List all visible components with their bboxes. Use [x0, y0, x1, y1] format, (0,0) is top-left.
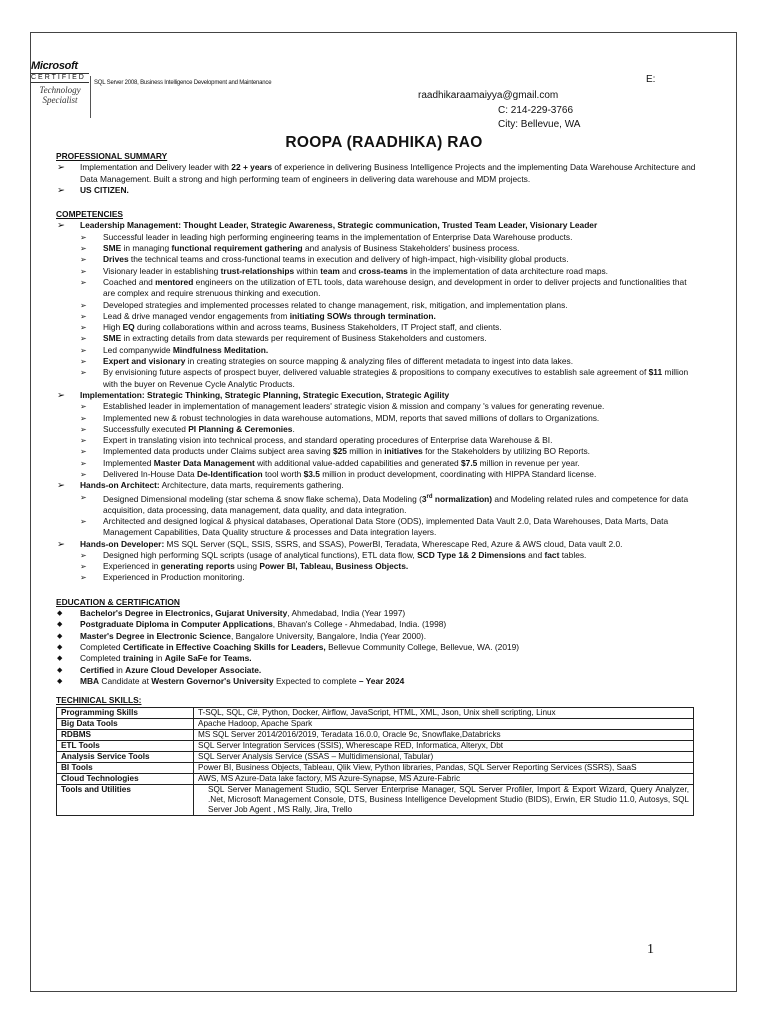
education-heading: EDUCATION & CERTIFICATION: [56, 596, 180, 607]
skills-table: [56, 707, 694, 816]
arrow-bullet-icon: ➢: [80, 368, 87, 378]
arrow-bullet-icon: ➢: [80, 323, 87, 333]
skill-category: BI Tools: [57, 763, 194, 774]
arrow-bullet-icon: ➢: [80, 334, 87, 344]
arrow-bullet-icon: ➢: [80, 244, 87, 254]
arrow-bullet-icon: ➢: [57, 389, 65, 401]
education-item: ◆ Completed Certificate in Effective Coaching Skills for Leaders, Bellevue Community College, Bellevue, WA. (2019): [57, 641, 520, 652]
competency-heading: ➢ Hands-on Developer: MS SQL Server (SQL, SSIS, SSRS, and SSAS), PowerBI, Teradata, Wherescape Red, Azure & AWS cloud, Data vault 2.0.: [57, 538, 623, 550]
diamond-bullet-icon: ◆: [57, 677, 63, 685]
table-row: [57, 752, 694, 763]
arrow-bullet-icon: ➢: [80, 345, 87, 355]
list-item: ➢ Architected and designed logical & physical databases, Operational Data Store (ODS), implemented Data Vault 2.0, Data Warehouses, Data Marts, Data Management Capabilities, Data Quality structure & processes and Data integration layers.: [80, 516, 669, 538]
list-item: ➢ SME in extracting details from data stewards per requirement of Business Stakeholders and customers.: [80, 333, 487, 344]
arrow-bullet-icon: ➢: [80, 492, 87, 502]
list-item: ➢ Developed strategies and implemented processes related to change management, risk, mitigation, and implementation plans.: [80, 299, 568, 310]
table-row: [57, 719, 694, 730]
arrow-bullet-icon: ➢: [57, 220, 65, 232]
diamond-bullet-icon: ◆: [57, 621, 63, 629]
table-row: [57, 763, 694, 774]
diamond-bullet-icon: ◆: [57, 666, 63, 674]
arrow-bullet-icon: ➢: [57, 162, 65, 174]
arrow-bullet-icon: ➢: [80, 573, 87, 583]
competency-heading: ➢ Leadership Management: Thought Leader, Strategic Awareness, Strategic communication, Trusted Team Leader, Visionary Leader: [57, 220, 598, 232]
list-item: ➢ Successfully executed PI Planning & Ceremonies.: [80, 423, 295, 434]
skill-category: Big Data Tools: [57, 719, 194, 730]
arrow-bullet-icon: ➢: [80, 357, 87, 367]
email-address[interactable]: raadhikaraamaiyya@gmail.com: [418, 90, 559, 101]
list-item: ➢ Expert in translating vision into technical process, and standard operating procedures of Enterprise data Warehouse & BI.: [80, 435, 553, 446]
skill-category: RDBMS: [57, 730, 194, 741]
education-item: ◆ Master's Degree in Electronic Science, Bangalore University, Bangalore, India (Year 2000).: [57, 630, 427, 641]
skill-values: AWS, MS Azure-Data lake factory, MS Azure-Synapse, MS Azure-Fabric: [194, 774, 694, 785]
arrow-bullet-icon: ➢: [57, 480, 65, 492]
list-item: ➢ By envisioning future aspects of prospect buyer, delivered valuable strategies & propositions to company executives to establish sale agreement of $11 million with the buyer on Revenue Cycle Analytic Products.: [80, 367, 689, 389]
arrow-bullet-icon: ➢: [80, 424, 87, 434]
table-row: [57, 708, 694, 719]
resume-body: [56, 151, 696, 816]
diamond-bullet-icon: ◆: [57, 610, 63, 618]
list-item: ➢ Coached and mentored engineers on the utilization of ETL tools, data warehouse design, and development in order to deliver projects and functionalities that are complex and require strenuous thinking and execution.: [80, 276, 687, 299]
list-item: ➢ SME in managing functional requirement gathering and analysis of Business Stakeholders' business process.: [80, 243, 520, 254]
arrow-bullet-icon: ➢: [57, 538, 65, 550]
arrow-bullet-icon: ➢: [80, 470, 87, 480]
list-item: ➢ Implemented data products under Claims subject area saving $25 million in initiatives for the Stakeholders by utilizing BO Reports.: [80, 446, 590, 457]
summary-item: ➢ US CITIZEN.: [57, 184, 129, 196]
skill-values: SQL Server Analysis Service (SSAS – Multidimensional, Tabular): [194, 752, 694, 763]
education-item: ◆ Bachelor's Degree in Electronics, Gujarat University, Ahmedabad, India (Year 1997): [57, 608, 406, 619]
table-row: [57, 785, 694, 816]
logo-technology: Technology: [39, 85, 81, 95]
diamond-bullet-icon: ◆: [57, 655, 63, 663]
arrow-bullet-icon: ➢: [80, 447, 87, 457]
list-item: ➢ Successful leader in leading high performing engineering teams in the implementation of Enterprise Data Warehouse products.: [80, 231, 573, 242]
summary-item: ➢ Implementation and Delivery leader with 22 + years of experience in delivering Business Intelligence Projects and the implementing Data Warehouse Architecture and Data Management. Built a strong and high performing team of engineers in delivering data warehouse and MDM projects.: [57, 162, 696, 184]
logo-specialist: Specialist: [42, 95, 78, 105]
list-item: ➢ Experienced in generating reports using Power BI, Tableau, Business Objects.: [80, 561, 409, 572]
city: City: Bellevue, WA: [498, 119, 581, 130]
list-item: ➢ Implemented Master Data Management with additional value-added capabilities and generated $7.5 million in revenue per year.: [80, 457, 580, 468]
arrow-bullet-icon: ➢: [57, 184, 65, 196]
certification-subtitle: SQL Server 2008, Business Intelligence Development and Maintenance: [94, 80, 272, 86]
list-item: ➢ Led companywide Mindfulness Meditation.: [80, 344, 269, 355]
list-item: ➢ Experienced in Production monitoring.: [80, 572, 245, 583]
list-item: ➢ Established leader in implementation of management leaders' strategic vision & mission and company 's values for generating revenue.: [80, 401, 605, 412]
microsoft-certified-logo: [31, 60, 89, 122]
list-item: ➢ Implemented new & robust technologies in data warehouse automations, MDM, reports that saved millions of dollars to Organizations.: [80, 412, 600, 423]
list-item: ➢ Delivered In-House Data De-Identification tool worth $3.5 million in product development, coordinating with HIPPA Standard license.: [80, 469, 597, 480]
table-row: [57, 774, 694, 785]
logo-certified: CERTIFIED: [31, 73, 89, 83]
logo-brand: Microsoft: [31, 60, 78, 72]
candidate-name: ROOPA (RAADHIKA) RAO: [285, 134, 483, 151]
diamond-bullet-icon: ◆: [57, 632, 63, 640]
logo-divider: [90, 76, 91, 118]
skill-category: Programming Skills: [57, 708, 194, 719]
skill-category: Analysis Service Tools: [57, 752, 194, 763]
list-item: ➢ Lead & drive managed vendor engagements from initiating SOWs through termination.: [80, 310, 436, 321]
phone-number: C: 214-229-3766: [498, 104, 574, 116]
arrow-bullet-icon: ➢: [80, 255, 87, 265]
skill-category: ETL Tools: [57, 741, 194, 752]
arrow-bullet-icon: ➢: [80, 458, 87, 468]
diamond-bullet-icon: ◆: [57, 643, 63, 651]
arrow-bullet-icon: ➢: [80, 413, 87, 423]
competency-heading: ➢ Implementation: Strategic Thinking, Strategic Planning, Strategic Execution, Strategic Agility: [57, 389, 450, 401]
skill-values: Power BI, Business Objects, Tableau, Qlik View, Python libraries, Pandas, SQL Server Reporting Services (SSRS), SaaS: [194, 763, 694, 774]
page-number: 1: [647, 942, 654, 957]
list-item: ➢ Designed Dimensional modeling (star schema & snow flake schema), Data Modeling (3rd normalization) and Modeling related rules and competence for data acquisition, data processing, data management, data quality, and data integration.: [80, 492, 689, 515]
list-item: ➢ Expert and visionary in creating strategies on source mapping & analyzing files of different metadata to ingest into data lakes.: [80, 356, 574, 367]
list-item: ➢ Drives the technical teams and cross-functional teams in execution and delivery of high-impact, high-visibility global products.: [80, 254, 569, 265]
arrow-bullet-icon: ➢: [80, 436, 87, 446]
competency-heading: ➢ Hands-on Architect: Architecture, data marts, requirements gathering.: [57, 480, 344, 492]
skill-category: Cloud Technologies: [57, 774, 194, 785]
education-item: ◆ Completed training in Agile SaFe for Teams.: [57, 653, 252, 664]
skill-values: T-SQL, SQL, C#, Python, Docker, Airflow, JavaScript, HTML, XML, Json, Unix shell scripting, Linux: [194, 708, 694, 719]
summary-heading: PROFESSIONAL SUMMARY: [56, 151, 168, 161]
arrow-bullet-icon: ➢: [80, 311, 87, 321]
arrow-bullet-icon: ➢: [80, 300, 87, 310]
email-label: E:: [646, 74, 656, 85]
list-item: ➢ High EQ during collaborations within and across teams, Business Stakeholders, IT Project staff, and clients.: [80, 322, 502, 333]
arrow-bullet-icon: ➢: [80, 266, 87, 276]
education-item: ◆ Postgraduate Diploma in Computer Applications, Bhavan's College - Ahmedabad, India. (1998): [57, 619, 447, 630]
arrow-bullet-icon: ➢: [80, 517, 87, 526]
arrow-bullet-icon: ➢: [80, 402, 87, 412]
education-item: ◆ MBA Candidate at Western Governor's University Expected to complete – Year 2024: [57, 675, 405, 686]
arrow-bullet-icon: ➢: [80, 562, 87, 572]
skills-heading: TECHINICAL SKILLS:: [56, 695, 142, 706]
list-item: ➢ Designed high performing SQL scripts (usage of analytical functions), ETL data flow, SCD Type 1& 2 Dimensions and fact tables.: [80, 549, 587, 560]
skill-values: Apache Hadoop, Apache Spark: [194, 719, 694, 730]
list-item: ➢ Visionary leader in establishing trust-relationships within team and cross-teams in the implementation of data architecture road maps.: [80, 265, 608, 276]
competencies-heading: COMPETENCIES: [56, 209, 124, 220]
table-row: [57, 730, 694, 741]
skill-values: SQL Server Management Studio, SQL Server Enterprise Manager, SQL Server Profiler, Import & Export Wizard, Query Analyzer, .Net, Microsoft Management Console, DTS, Business Intelligence Development Studio (BIDS), Erwin, ER Studio 11.0, Autosys, SQL Server Job Agent , MS Rally, Jira, Trello: [194, 785, 694, 816]
table-row: [57, 741, 694, 752]
skill-category: Tools and Utilities: [57, 785, 194, 816]
skill-values: MS SQL Server 2014/2016/2019, Teradata 16.0.0, Oracle 9c, Snowflake,Databricks: [194, 730, 694, 741]
contact-block: [418, 89, 580, 133]
arrow-bullet-icon: ➢: [80, 232, 87, 242]
education-item: ◆ Certified in Azure Cloud Developer Associate.: [57, 664, 262, 675]
arrow-bullet-icon: ➢: [80, 550, 87, 560]
arrow-bullet-icon: ➢: [80, 277, 87, 287]
skill-values: SQL Server Integration Services (SSIS), Wherescape RED, Informatica, Alteryx, Dbt: [194, 741, 694, 752]
